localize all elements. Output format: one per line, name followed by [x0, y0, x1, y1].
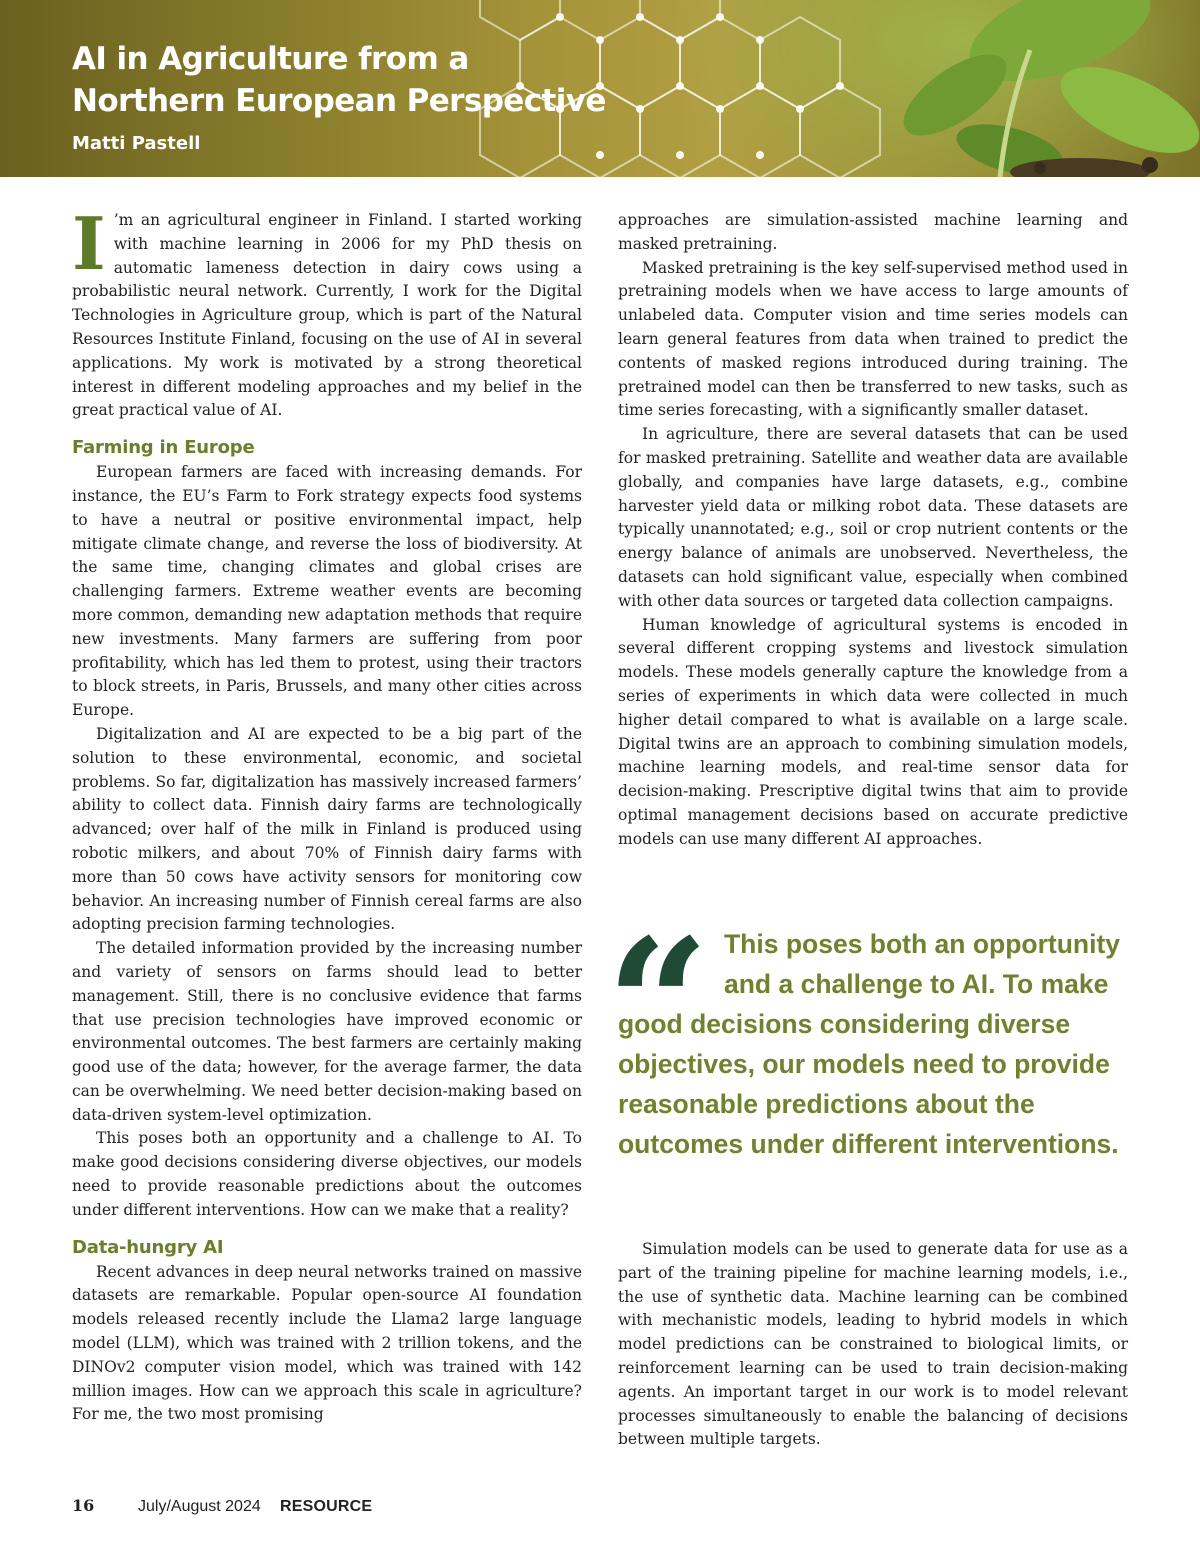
section-heading-farming: Farming in Europe [72, 437, 255, 459]
magazine-name: RESOURCE [280, 1498, 373, 1515]
paragraph-continued: approaches are simulation-assisted machine learning and masked pretraining. [618, 211, 1128, 253]
title-line-2: Northern European Perspective [72, 83, 606, 119]
paragraph: Human knowledge of agricultural systems is encoded in several different cropping systems and livestock simulation models. These models generally capture the knowledge from a series of experiments in which data were collected in much higher detail compared to what is available on a large scale. Digital twins are an approach to combining simulation models, machine learning models, and real-time sensor data for decision-making. Prescriptive digital twins that aim to provide optimal management decisions based on accurate predictive models can use many different AI approaches. [618, 615, 1128, 848]
right-column [618, 209, 1128, 852]
intro-paragraph [72, 201, 582, 423]
section-heading-data-hungry: Data-hungry AI [72, 1236, 224, 1258]
paragraph: Recent advances in deep neural networks trained on massive datasets are remarkable. Popular open-source AI foundation models released recently include the Llama2 large language model (LLM), which was trained with 2 trillion tokens, and the DINOv2 computer vision model, which was trained with 142 million images. How can we approach this scale in agriculture? For me, the two most promising [72, 1262, 582, 1424]
pull-quote-text: This poses both an opportunity and a challenge to AI. To make good decisions considering diverse objectives, our models need to provide reasonable predictions about the outcomes under different interventions. [618, 929, 1121, 1159]
paragraph: Digitalization and AI are expected to be a big part of the solution to these environmental, economic, and societal problems. So far, digitalization has massively increased farmers’ ability to collect data. Finnish dairy farms are technologically advanced; over half of the milk in Finland is produced using robotic milkers, and about 70% of Finnish dairy farms with more than 50 cows have activity sensors for monitoring cow behavior. An increasing number of Finnish cereal farms are also adopting precision farming technologies. [72, 724, 582, 934]
page-footer [72, 1496, 372, 1516]
right-column-bottom [618, 1238, 1128, 1452]
article-title [72, 38, 606, 122]
paragraph: European farmers are faced with increasing demands. For instance, the EU’s Farm to Fork strategy expects food systems to have a neutral or positive environmental impact, help mitigate climate change, and reverse the loss of biodiversity. At the same time, changing climates and global crises are challenging farmers. Extreme weather events are becoming more common, demanding new adaptation methods that require new investments. Many farmers are suffering from poor profitability, which has led them to protest, using their tractors to block streets, in Paris, Brussels, and many other cities across Europe. [72, 463, 582, 720]
pull-quote [606, 900, 1138, 1164]
paragraph: This poses both an opportunity and a challenge to AI. To make good decisions considering diverse objectives, our models need to provide reasonable predictions about the outcomes under different interventions. How can we make that a reality? [72, 1129, 582, 1219]
page-number: 16 [72, 1496, 95, 1515]
paragraph: Simulation models can be used to generate data for use as a part of the training pipeline for machine learning models, i.e., the use of synthetic data. Machine learning can be combined with mechanistic models, leading to hybrid models in which model predictions can be constrained to biological limits, or reinforcement learning can be used to train decision-making agents. An important target in our work is to model relevant processes simultaneously to enable the balancing of decisions between multiple targets. [618, 1240, 1128, 1449]
title-line-1: AI in Agriculture from a [72, 41, 469, 77]
paragraph: The detailed information provided by the increasing number and variety of sensors on farms should lead to better management. Still, there is no conclusive evidence that farms that use precision technologies have improved economic or environmental outcomes. The best farmers are certainly making good use of the data; however, for the average farmer, the data can be overwhelming. We need better decision-making based on data-driven system-level optimization. [72, 939, 582, 1124]
author-name: Matti Pastell [72, 133, 201, 154]
issue-date: July/August 2024 [138, 1498, 261, 1515]
intro-text: ’m an agricultural engineer in Finland. I started working with machine learning in 2006 for my PhD thesis on automatic lameness detection in dairy cows using a probabilistic neural network. Currently, I work for the Digital Technologies in Agriculture group, which is part of the Natural Resources Institute Finland, focusing on the use of AI in several applications. My work is motivated by a strong theoretical interest in different modeling approaches and my belief in the great practical value of AI. [72, 211, 582, 420]
paragraph: Masked pretraining is the key self-supervised method used in pretraining models when we have access to large amounts of unlabeled data. Computer vision and time series models can learn general features from data when trained to predict the contents of masked regions introduced during training. The pretrained model can then be transferred to new tasks, such as time series forecasting, with a significantly smaller dataset. [618, 258, 1128, 420]
left-column [72, 201, 582, 1427]
quote-mark-icon: “ [606, 900, 710, 1111]
drop-cap: I [72, 201, 106, 286]
header-banner [0, 0, 1200, 177]
paragraph: In agriculture, there are several datasets that can be used for masked pretraining. Satellite and weather data are available globally, and companies have large datasets, e.g., combine harvester yield data or milking robot data. These datasets are typically unannotated; e.g., soil or crop nutrient contents or the energy balance of animals are unobserved. Nevertheless, the datasets can hold significant value, especially when combined with other data sources or targeted data collection campaigns. [618, 425, 1128, 610]
